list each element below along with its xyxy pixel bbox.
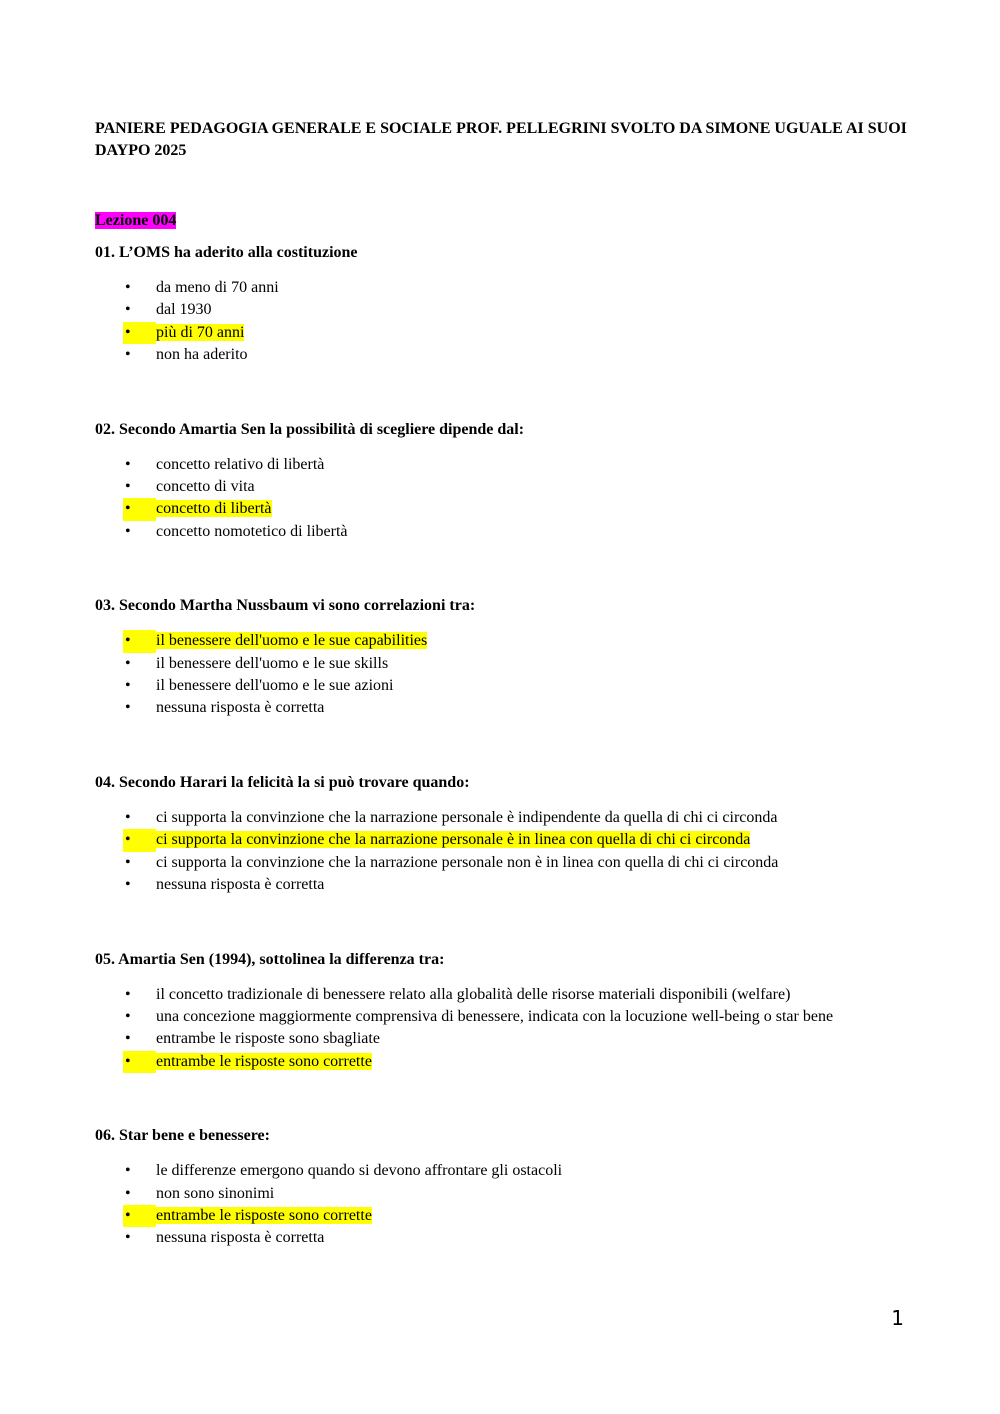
- bullet-icon: •: [125, 1229, 131, 1247]
- answer-text: le differenze emergono quando si devono affrontare gli ostacoli: [156, 1162, 563, 1180]
- answer-text: da meno di 70 anni: [156, 279, 279, 296]
- answer-list: [95, 1160, 915, 1250]
- answer-text: dal 1930: [156, 301, 212, 319]
- bullet-icon: •: [125, 346, 131, 364]
- bullet-icon: •: [125, 677, 131, 695]
- answer-text: concetto nomotetico di libertà: [156, 522, 348, 540]
- answer-list: [95, 807, 915, 897]
- question-title: 04. Secondo Harari la felicità la si può trovare quando:: [95, 773, 470, 791]
- answer-item: [95, 344, 915, 366]
- answer-text: nessuna risposta è corretta: [156, 699, 325, 717]
- answer-text: concetto relativo di libertà: [156, 455, 325, 473]
- answer-item-correct: [95, 829, 915, 851]
- answer-text: il benessere dell'uomo e le sue azioni: [156, 677, 394, 695]
- bullet-icon: •: [125, 985, 131, 1003]
- question-block: [95, 1125, 915, 1250]
- answer-item: [95, 476, 915, 498]
- document-body: [95, 118, 915, 1250]
- answer-list: [95, 277, 915, 367]
- bullet-icon: •: [125, 1184, 131, 1202]
- question-block: [95, 419, 915, 544]
- document-title: PANIERE PEDAGOGIA GENERALE E SOCIALE PROF. PELLEGRINI SVOLTO DA SIMONE UGUALE AI SUOI DAYPO 2025: [95, 120, 907, 159]
- question-list: [95, 242, 915, 1250]
- answer-text: entrambe le risposte sono corrette: [156, 1206, 372, 1224]
- answer-text: ci supporta la convinzione che la narrazione personale è in linea con quella di chi ci circonda: [156, 831, 751, 849]
- bullet-icon: •: [125, 522, 131, 540]
- bullet-icon: •: [125, 853, 131, 871]
- answer-text: concetto di libertà: [156, 500, 272, 518]
- answer-item: [95, 852, 915, 874]
- bullet-icon: •: [125, 1007, 131, 1025]
- answer-text: non ha aderito: [156, 346, 248, 364]
- question-block: [95, 772, 915, 897]
- bullet-icon: •: [125, 1162, 131, 1180]
- answer-item-correct: [95, 630, 915, 652]
- answer-item: [95, 1227, 915, 1249]
- bullet-icon: •: [125, 301, 131, 319]
- answer-item: [95, 1183, 915, 1205]
- bullet-icon: •: [123, 1051, 156, 1073]
- bullet-icon: •: [125, 654, 131, 672]
- answer-text: nessuna risposta è corretta: [156, 876, 325, 894]
- answer-text: entrambe le risposte sono corrette: [156, 1052, 372, 1070]
- answer-item: [95, 874, 915, 896]
- bullet-icon: •: [125, 455, 131, 473]
- answer-item: [95, 653, 915, 675]
- bullet-icon: •: [123, 630, 156, 652]
- answer-text: il benessere dell'uomo e le sue skills: [156, 654, 389, 672]
- answer-list: [95, 454, 915, 544]
- bullet-icon: •: [125, 478, 131, 496]
- answer-item: [95, 299, 915, 321]
- bullet-icon: •: [123, 498, 156, 520]
- question-block: [95, 949, 915, 1074]
- answer-item-correct: [95, 1205, 915, 1227]
- answer-item: [95, 1006, 915, 1028]
- question-title: 02. Secondo Amartia Sen la possibilità di scegliere dipende dal:: [95, 420, 525, 438]
- answer-text: concetto di vita: [156, 478, 255, 496]
- bullet-icon: •: [125, 279, 131, 296]
- answer-item: [95, 697, 915, 719]
- question-title: 05. Amartia Sen (1994), sottolinea la differenza tra:: [95, 950, 445, 968]
- answer-item: [95, 521, 915, 543]
- lesson-label: [95, 210, 915, 232]
- bullet-icon: •: [125, 1030, 131, 1048]
- answer-text: il benessere dell'uomo e le sue capabilities: [156, 632, 428, 650]
- answer-text: ci supporta la convinzione che la narrazione personale non è in linea con quella di chi ci circonda: [156, 853, 779, 871]
- page-number: 1: [891, 1306, 904, 1330]
- answer-text: il concetto tradizionale di benessere relato alla globalità delle risorse materiali disponibili (welfare): [156, 985, 791, 1003]
- question-title: 01. L’OMS ha aderito alla costituzione: [95, 244, 358, 261]
- question-title: 06. Star bene e benessere:: [95, 1127, 270, 1145]
- answer-item-correct: [95, 498, 915, 520]
- answer-text: non sono sinonimi: [156, 1184, 275, 1202]
- question-block: [95, 242, 915, 367]
- answer-item: [95, 1160, 915, 1182]
- answer-text: più di 70 anni: [156, 323, 245, 341]
- answer-text: nessuna risposta è corretta: [156, 1229, 325, 1247]
- bullet-icon: •: [123, 322, 156, 344]
- answer-item-correct: [95, 1051, 915, 1073]
- lesson-label-text: Lezione 004: [95, 212, 177, 229]
- answer-item: [95, 675, 915, 697]
- answer-text: entrambe le risposte sono sbagliate: [156, 1030, 380, 1048]
- answer-text: ci supporta la convinzione che la narrazione personale è indipendente da quella di chi ci circonda: [156, 808, 778, 826]
- answer-item: [95, 807, 915, 829]
- answer-text: una concezione maggiormente comprensiva di benessere, indicata con la locuzione well-being o star bene: [156, 1007, 834, 1025]
- bullet-icon: •: [125, 699, 131, 717]
- bullet-icon: •: [125, 808, 131, 826]
- answer-item: [95, 984, 915, 1006]
- question-title: 03. Secondo Martha Nussbaum vi sono correlazioni tra:: [95, 597, 476, 615]
- answer-item: [95, 1028, 915, 1050]
- answer-item: [95, 277, 915, 299]
- bullet-icon: •: [123, 829, 156, 851]
- answer-list: [95, 630, 915, 720]
- answer-item-correct: [95, 322, 915, 344]
- question-block: [95, 595, 915, 720]
- bullet-icon: •: [125, 876, 131, 894]
- answer-item: [95, 454, 915, 476]
- bullet-icon: •: [123, 1205, 156, 1227]
- answer-list: [95, 984, 915, 1074]
